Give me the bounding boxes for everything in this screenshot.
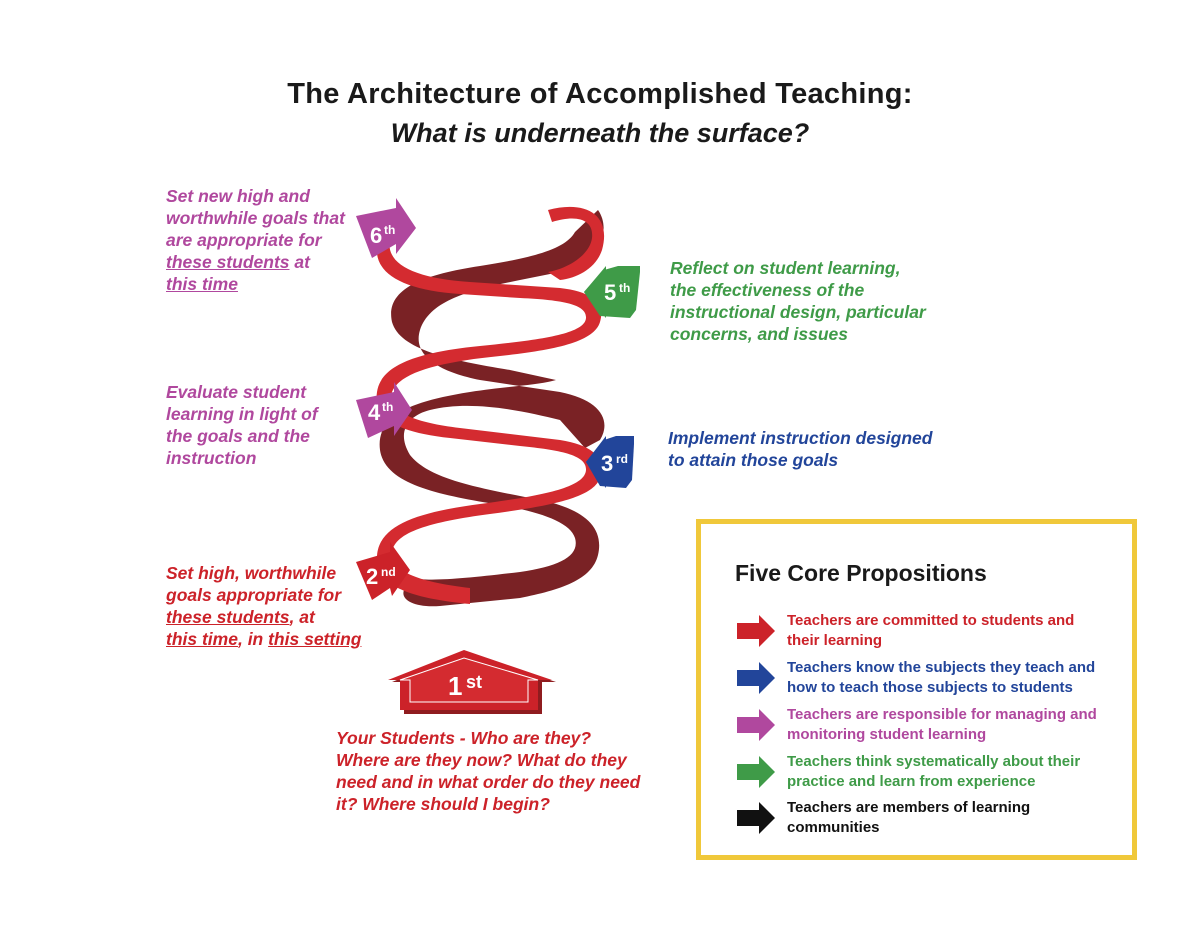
step-2-line: Set high, worthwhile xyxy=(166,563,337,583)
step-3-badge-suffix: rd xyxy=(616,452,628,466)
step-2-line: goals appropriate for xyxy=(166,585,342,605)
proposition-line: Teachers know the subjects they teach and xyxy=(787,659,1096,676)
proposition-item xyxy=(737,658,1132,704)
arrow-right-icon xyxy=(737,756,775,788)
step-4-text xyxy=(166,381,318,469)
step-6-badge-suffix: th xyxy=(384,223,396,237)
proposition-line: how to teach those subjects to students xyxy=(787,679,1073,696)
step-6-line: worthwhile goals that xyxy=(166,208,345,228)
proposition-text xyxy=(787,658,1137,698)
proposition-item xyxy=(737,798,1132,844)
step-6-underlined: these students xyxy=(166,252,290,272)
step-2-line: , at xyxy=(289,607,315,627)
step-4-line: Evaluate student xyxy=(166,382,307,402)
step-6-line: are appropriate for xyxy=(166,230,322,250)
proposition-text xyxy=(787,798,1137,838)
proposition-line: their learning xyxy=(787,632,883,649)
proposition-line: Teachers think systematically about their xyxy=(787,753,1081,770)
step-1-badge-suffix: st xyxy=(466,672,483,692)
step-4-line: the goals and the xyxy=(166,426,310,446)
step-5-line: instructional design, particular xyxy=(670,302,926,322)
step-1-badge xyxy=(388,650,556,714)
proposition-item xyxy=(737,752,1132,798)
step-4-line: learning in light of xyxy=(166,404,318,424)
proposition-item xyxy=(737,611,1132,657)
step-2-text xyxy=(166,562,361,650)
step-3-badge-number: 3 xyxy=(601,451,614,476)
step-5-badge-suffix: th xyxy=(619,281,631,295)
step-6-text xyxy=(166,185,345,295)
proposition-line: Teachers are responsible for managing and xyxy=(787,706,1097,723)
step-2-badge-number: 2 xyxy=(366,564,379,589)
step-4-badge-suffix: th xyxy=(382,400,394,414)
proposition-text xyxy=(787,705,1137,745)
step-3-line: to attain those goals xyxy=(668,450,839,470)
step-2-underlined: these students xyxy=(166,607,290,627)
step-5-text xyxy=(670,257,926,345)
page-subtitle: What is underneath the surface? xyxy=(390,118,810,148)
arrow-right-icon xyxy=(737,662,775,694)
arrow-right-icon xyxy=(737,802,775,834)
step-1-body: - Who are they? Where are they now? What do they need and in what order do they need it? Where should I begin? xyxy=(336,728,641,814)
proposition-line: monitoring student learning xyxy=(787,726,987,743)
step-3-line: Implement instruction designed xyxy=(668,428,933,448)
step-5-badge-number: 5 xyxy=(604,280,617,305)
step-2-underlined: this time xyxy=(166,629,238,649)
step-1-lead: Your Students xyxy=(336,728,455,748)
page-title: The Architecture of Accomplished Teaching: xyxy=(287,78,913,110)
step-2-underlined: this setting xyxy=(268,629,362,649)
step-2-badge-suffix: nd xyxy=(381,565,396,579)
step-6-badge-number: 6 xyxy=(370,223,383,248)
arrow-right-icon xyxy=(737,709,775,741)
proposition-item xyxy=(737,705,1132,751)
step-6-line: at xyxy=(289,252,310,272)
step-1-badge-number: 1 xyxy=(448,671,463,701)
proposition-line: practice and learn from experience xyxy=(787,773,1036,790)
proposition-line: Teachers are committed to students and xyxy=(787,612,1075,629)
proposition-line: Teachers are members of learning xyxy=(787,799,1031,816)
step-5-line: Reflect on student learning, xyxy=(670,258,901,278)
propositions-title: Five Core Propositions xyxy=(735,560,987,586)
step-5-line: concerns, and issues xyxy=(670,324,848,344)
step-4-line: instruction xyxy=(166,448,257,468)
propositions-panel xyxy=(696,519,1137,860)
proposition-line: communities xyxy=(787,819,880,836)
step-3-text xyxy=(668,427,932,471)
step-4-badge-number: 4 xyxy=(368,400,381,425)
proposition-text xyxy=(787,752,1137,792)
step-6-line: Set new high and xyxy=(166,186,310,206)
step-1-text xyxy=(336,727,646,815)
step-6-badge xyxy=(356,198,416,258)
step-6-underlined: this time xyxy=(166,274,238,294)
proposition-text xyxy=(787,611,1137,651)
arrow-right-icon xyxy=(737,615,775,647)
step-2-line: , in xyxy=(237,629,269,649)
step-5-line: the effectiveness of the xyxy=(670,280,865,300)
